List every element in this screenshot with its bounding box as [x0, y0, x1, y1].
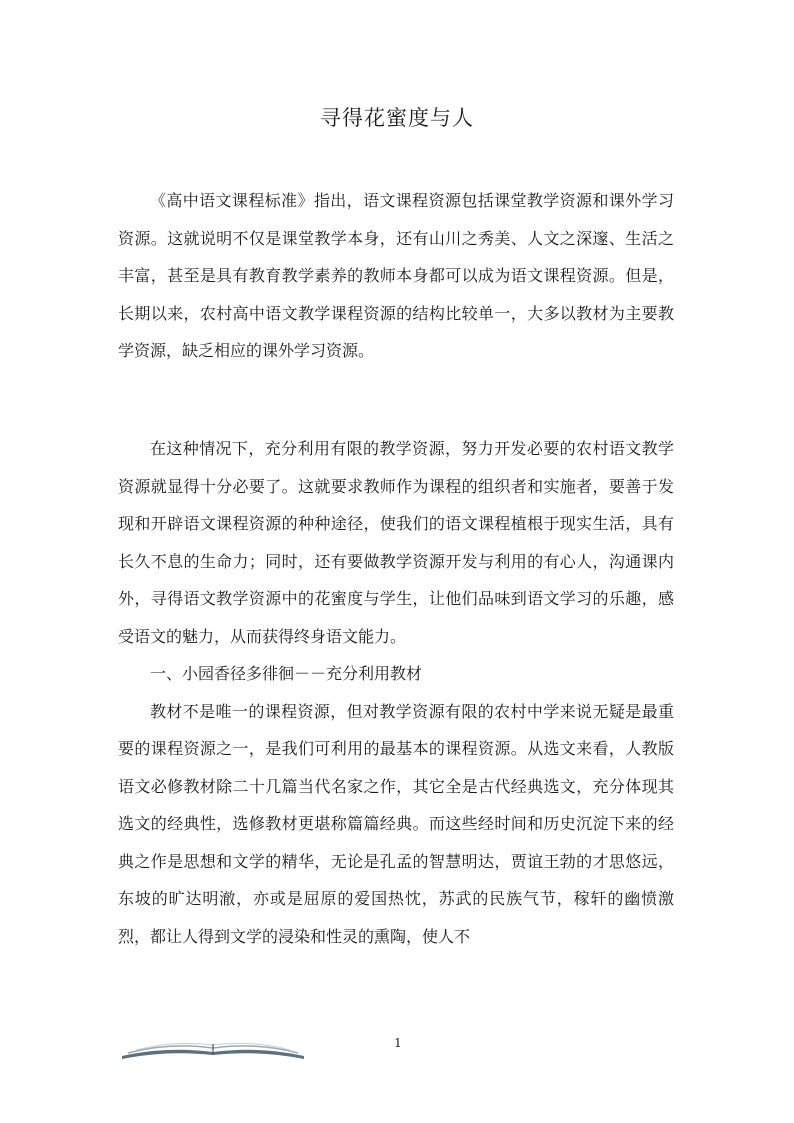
- body-section-2: [118, 430, 674, 955]
- open-book-icon: [118, 1038, 308, 1060]
- document-title: 寻得花蜜度与人: [320, 106, 474, 130]
- paragraph: 《高中语文课程标准》指出，语文课程资源包括课堂教学资源和课外学习资源。这就说明不仅是课堂教学本身，还有山川之秀美、人文之深邃、生活之丰富，甚至是具有教育教学素养的教师本身都可以成为语文课程资源。但是，长期以来，农村高中语文教学课程资源的结构比较单一，大多以教材为主要教学资源，缺乏相应的课外学习资源。: [118, 191, 674, 360]
- paragraph: 教材不是唯一的课程资源，但对教学资源有限的农村中学来说无疑是最重要的课程资源之一，是我们可利用的最基本的课程资源。从选文来看，人教版语文必修教材除二十几篇当代名家之作，其它全是古代经典选文，充分体现其选文的经典性，选修教材更堪称篇篇经典。而这些经时间和历史沉淀下来的经典之作是思想和文学的精华，无论是孔孟的智慧明达，贾谊王勃的才思悠远，东坡的旷达明澈，亦或是屈原的爱国热忱，苏武的民族气节，稼轩的幽愤激烈，都让人得到文学的浸染和性灵的熏陶，使人不: [118, 701, 674, 946]
- section-heading: 一、小园香径多徘徊－－充分利用教材: [150, 664, 423, 683]
- page-number: 1: [394, 1036, 402, 1050]
- body-section-1: [118, 182, 674, 370]
- paragraph: 在这种情况下，充分利用有限的教学资源，努力开发必要的农村语文教学资源就显得十分必要了。这就要求教师作为课程的组织者和实施者，要善于发现和开辟语文课程资源的种种途径，使我们的语文课程植根于现实生活，具有长久不息的生命力；同时，还有要做教学资源开发与利用的有心人，沟通课内外，寻得语文教学资源中的花蜜度与学生，让他们品味到语文学习的乐趣，感受语文的魅力，从而获得终身语文能力。: [118, 439, 674, 646]
